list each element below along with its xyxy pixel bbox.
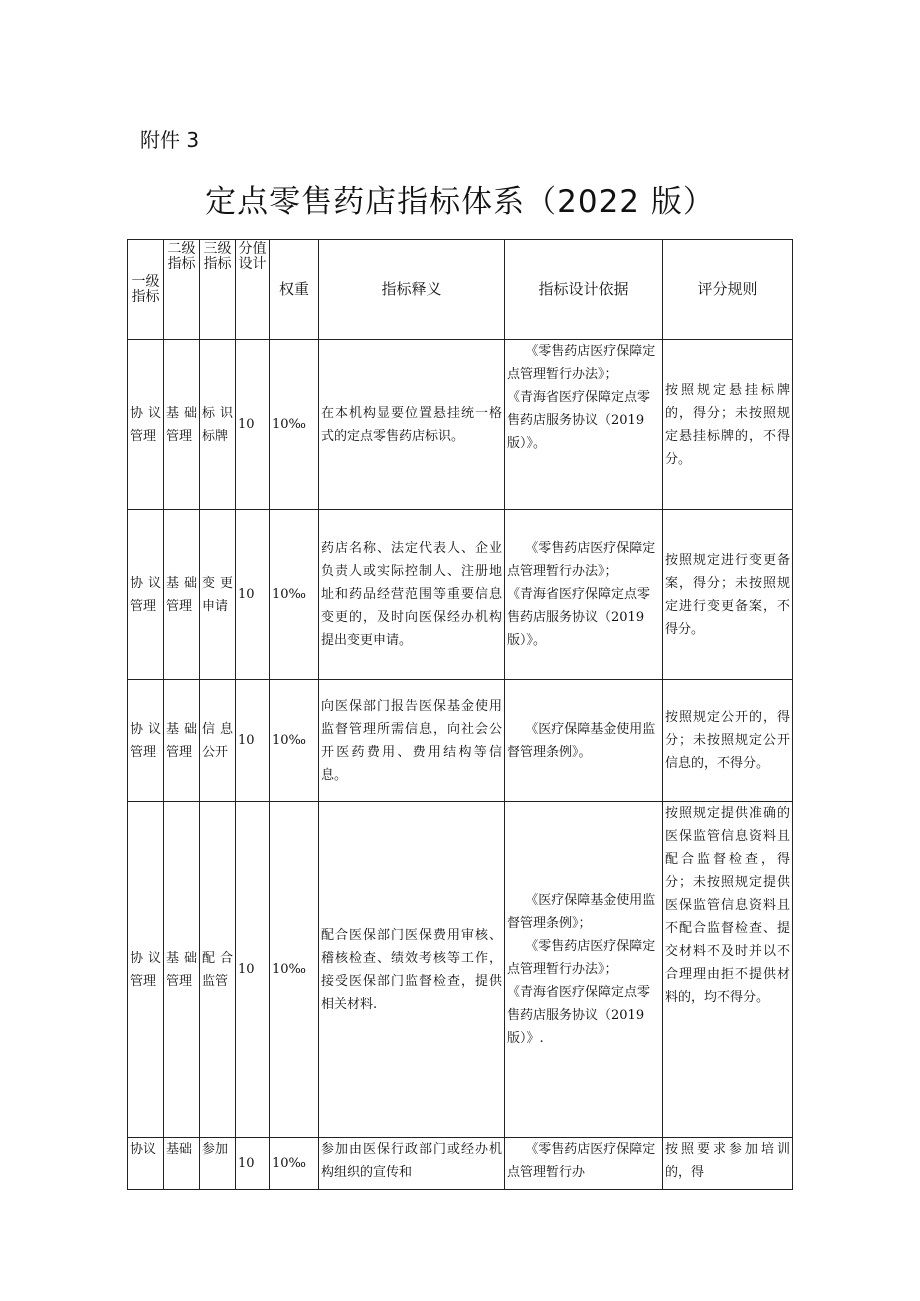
cell-basis xyxy=(505,1138,663,1190)
cell-rule: 按照规定公开的，得分；未按照规定公开信息的，不得分。 xyxy=(663,680,793,802)
indicator-table xyxy=(127,239,793,1190)
basis-line: 《青海省医疗保障定点零售药店服务协议（2019 版）》。 xyxy=(507,587,651,648)
annex-label: 附件 3 xyxy=(140,128,200,152)
cell-score: 10 xyxy=(236,802,270,1138)
basis-line: 《医疗保障基金使用监督管理条例》。 xyxy=(507,721,656,760)
cell-level3: 变更申请 xyxy=(200,510,236,680)
header-description: 指标释义 xyxy=(319,240,505,340)
header-level2: 二级指标 xyxy=(164,240,200,340)
header-score: 分值设计 xyxy=(236,240,270,340)
cell-level2: 基础管理 xyxy=(164,680,200,802)
cell-level3: 信息公开 xyxy=(200,680,236,802)
table-row xyxy=(128,340,793,510)
basis-line: 《零售药店医疗保障定点管理暂行办 xyxy=(507,1142,656,1180)
cell-rule: 按照规定进行变更备案，得分；未按照规定进行变更备案，不得分。 xyxy=(663,510,793,680)
cell-level2: 基础管理 xyxy=(164,510,200,680)
cell-score: 10 xyxy=(236,510,270,680)
basis-line: 《医疗保障基金使用监督管理条例》； xyxy=(507,893,656,931)
cell-description: 参加由医保行政部门或经办机构组织的宣传和 xyxy=(319,1138,505,1190)
cell-level1: 协议管理 xyxy=(128,510,164,680)
header-basis: 指标设计依据 xyxy=(505,240,663,340)
cell-description: 在本机构显要位置悬挂统一格式的定点零售药店标识。 xyxy=(319,340,505,510)
cell-level3: 标识标牌 xyxy=(200,340,236,510)
cell-rule: 按照规定提供准确的医保监管信息资料且配合监督检查，得分；未按照规定提供医保监管信息资料且不配合监督检查、提交材料不及时并以不合理理由拒不提供材料的，均不得分。 xyxy=(663,802,793,1138)
cell-score: 10 xyxy=(236,680,270,802)
table-row xyxy=(128,510,793,680)
cell-basis xyxy=(505,802,663,1138)
basis-line: 《青海省医疗保障定点零售药店服务协议（2019 版）》. xyxy=(507,985,651,1046)
cell-weight: 10‰ xyxy=(270,680,319,802)
cell-basis xyxy=(505,510,663,680)
header-weight: 权重 xyxy=(270,240,319,340)
cell-rule: 按照规定悬挂标牌的，得分；未按照规定悬挂标牌的，不得分。 xyxy=(663,340,793,510)
basis-line: 《零售药店医疗保障定点管理暂行办法》； xyxy=(507,939,656,977)
header-row xyxy=(128,240,793,340)
basis-line: 《青海省医疗保障定点零售药店服务协议（2019 版）》。 xyxy=(507,390,651,451)
cell-level2: 基础 xyxy=(164,1138,200,1190)
cell-rule: 按照要求参加培训的，得 xyxy=(663,1138,793,1190)
cell-basis xyxy=(505,340,663,510)
header-level3: 三级指标 xyxy=(200,240,236,340)
cell-description: 配合医保部门医保费用审核、稽核检查、绩效考核等工作，接受医保部门监督检查，提供相关材料. xyxy=(319,802,505,1138)
cell-weight: 10‰ xyxy=(270,340,319,510)
cell-level1: 协议管理 xyxy=(128,340,164,510)
header-level1: 一级指标 xyxy=(128,240,164,340)
cell-weight: 10‰ xyxy=(270,510,319,680)
cell-level3: 参加 xyxy=(200,1138,236,1190)
cell-level1: 协议管理 xyxy=(128,680,164,802)
basis-line: 《零售药店医疗保障定点管理暂行办法》； xyxy=(507,541,656,579)
header-rule: 评分规则 xyxy=(663,240,793,340)
cell-score: 10 xyxy=(236,1138,270,1190)
cell-weight: 10‰ xyxy=(270,802,319,1138)
cell-level1: 协议 xyxy=(128,1138,164,1190)
table-row xyxy=(128,802,793,1138)
cell-level1: 协议管理 xyxy=(128,802,164,1138)
document-title: 定点零售药店指标体系（2022 版） xyxy=(205,184,715,220)
table-row xyxy=(128,680,793,802)
cell-level2: 基础管理 xyxy=(164,340,200,510)
cell-description: 药店名称、法定代表人、企业负责人或实际控制人、注册地址和药品经营范围等重要信息变更的，及时向医保经办机构提出变更申请。 xyxy=(319,510,505,680)
cell-score: 10 xyxy=(236,340,270,510)
cell-basis xyxy=(505,680,663,802)
cell-weight: 10‰ xyxy=(270,1138,319,1190)
cell-level2: 基础管理 xyxy=(164,802,200,1138)
cell-description: 向医保部门报告医保基金使用监督管理所需信息，向社会公开医药费用、费用结构等信息。 xyxy=(319,680,505,802)
basis-line: 《零售药店医疗保障定点管理暂行办法》； xyxy=(507,344,656,382)
table-row xyxy=(128,1138,793,1190)
cell-level3: 配合监管 xyxy=(200,802,236,1138)
